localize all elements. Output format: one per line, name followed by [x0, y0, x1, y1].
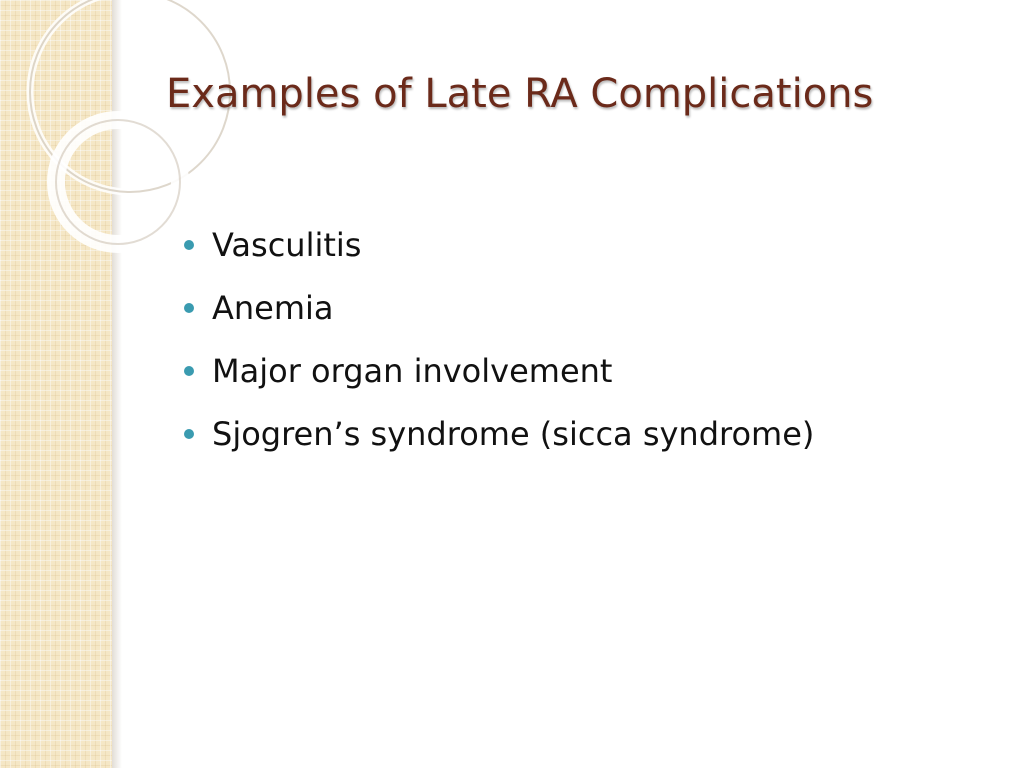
slide-title: Examples of Late RA Complications: [166, 71, 874, 117]
bullet-item: [184, 213, 1004, 276]
bullet-text: Anemia: [212, 288, 334, 327]
bullet-dot-icon: [184, 366, 194, 376]
bullet-dot-icon: [184, 240, 194, 250]
bullet-list: [184, 213, 1004, 465]
bullet-text: Sjogren’s syndrome (sicca syndrome): [212, 414, 815, 453]
bullet-text: Major organ involvement: [212, 351, 613, 390]
bullet-dot-icon: [184, 303, 194, 313]
bullet-dot-icon: [184, 429, 194, 439]
bullet-item: [184, 402, 1004, 465]
bullet-text: Vasculitis: [212, 225, 362, 264]
bullet-item: [184, 276, 1004, 339]
bullet-item: [184, 339, 1004, 402]
